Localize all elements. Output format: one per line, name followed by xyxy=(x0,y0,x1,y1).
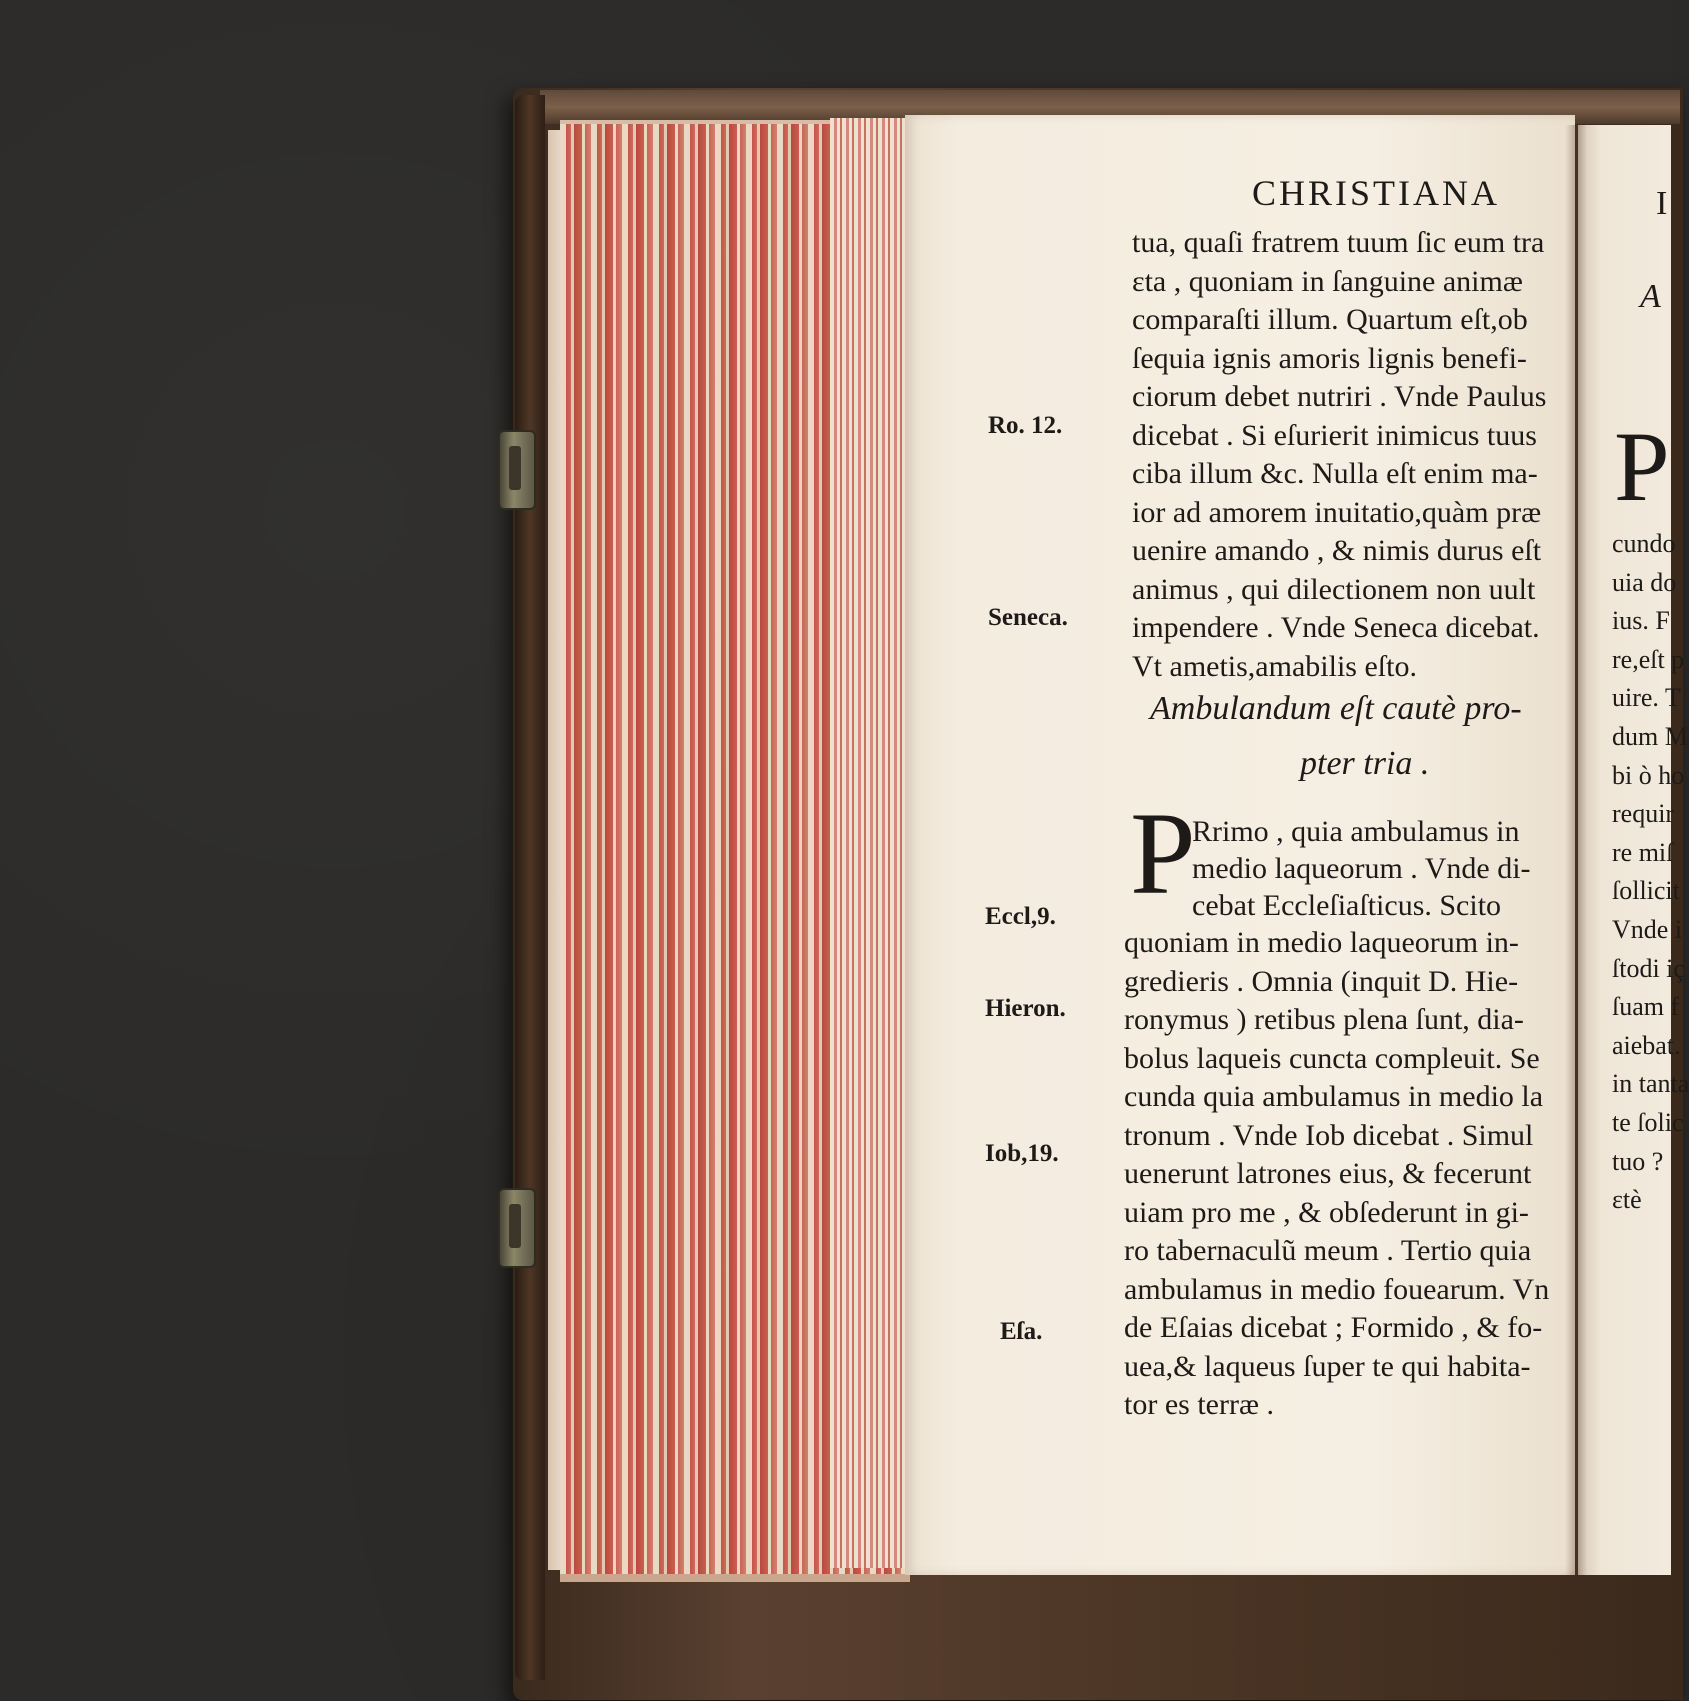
text-line: tronum . Vnde Iob dicebat . Simul xyxy=(1124,1118,1534,1152)
text-line: impendere . Vnde Seneca dicebat. xyxy=(1132,611,1540,644)
text-line: ciorum debet nutriri . Vnde Paulus xyxy=(1132,380,1547,413)
text-line: Vt ametis,amabilis eſto. xyxy=(1132,649,1417,683)
facing-text-line: re,eſt p xyxy=(1612,644,1685,674)
text-line: uenire amando , & nimis durus eſt xyxy=(1132,534,1542,567)
facing-text-line: uia do xyxy=(1612,567,1677,597)
text-line: tua, quaſi fratrem tuum ſic eum tra xyxy=(1132,226,1545,259)
facing-text-line: ſtodi iç xyxy=(1612,953,1685,983)
text-line: quoniam in medio laqueorum in- xyxy=(1124,926,1519,959)
facing-text-line: dum M xyxy=(1612,722,1688,751)
book-spine-edge xyxy=(515,95,545,1680)
facing-text-line: cundo xyxy=(1612,529,1676,558)
lower-clasp xyxy=(498,1188,536,1268)
facing-text-line: requir xyxy=(1612,799,1675,829)
facing-text-line: ſollicit xyxy=(1612,876,1680,906)
text-line: gredieris . Omnia (inquit D. Hie- xyxy=(1124,964,1519,998)
facing-top-letter: I xyxy=(1656,185,1668,222)
facing-text-line: Vnde i xyxy=(1612,915,1683,944)
drop-cap-text-line: medio laqueorum . Vnde di- xyxy=(1192,852,1531,885)
section-heading-line-2: pter tria . xyxy=(1300,745,1430,782)
text-line: bolus laqueis cuncta compleuit. Se xyxy=(1124,1041,1540,1075)
text-line: de Eſaias dicebat ; Formido , & fo- xyxy=(1124,1311,1543,1344)
text-line: ior ad amorem inuitatio,quàm præ xyxy=(1132,495,1542,529)
facing-text-line: ſuam f xyxy=(1612,992,1680,1022)
facing-text-line: in tanta xyxy=(1612,1069,1689,1099)
margin-note-eccl: Eccl,9. xyxy=(985,903,1056,930)
facing-text-line: uire. T xyxy=(1612,683,1681,713)
facing-text-line: tuo ? xyxy=(1612,1146,1664,1176)
text-line: tor es terræ . xyxy=(1124,1388,1274,1421)
facing-text-line: ius. F xyxy=(1612,606,1670,636)
facing-heading-letter: A xyxy=(1640,278,1661,315)
facing-page-text xyxy=(1578,125,1689,1575)
margin-note-hieron: Hieron. xyxy=(985,995,1066,1022)
facing-text-line: bi ò ho xyxy=(1612,760,1685,790)
drop-cap-text-line: cebat Eccleſiaſticus. Scito xyxy=(1192,889,1502,922)
facing-text-line: re miſ xyxy=(1612,837,1674,867)
text-line: uiam pro me , & obſederunt in gi- xyxy=(1124,1195,1529,1229)
drop-cap: P xyxy=(1130,788,1196,919)
margin-note-seneca: Seneca. xyxy=(988,604,1068,631)
section-heading-line-1: Ambulandum eſt cautè pro- xyxy=(1150,690,1522,727)
margin-note-ro: Ro. 12. xyxy=(988,412,1063,439)
drop-cap-text-line: Rrimo , quia ambulamus in xyxy=(1192,815,1520,848)
text-line: ambulamus in medio fouearum. Vn xyxy=(1124,1272,1550,1306)
text-line: uenerunt latrones eius, & fecerunt xyxy=(1124,1157,1532,1190)
text-line: comparaſti illum. Quartum eſt,ob xyxy=(1132,303,1528,336)
facing-text-line: aiebat. xyxy=(1612,1030,1681,1060)
page-edges-near-leaf xyxy=(830,118,908,1568)
text-line: ro tabernaculũ meum . Tertio quia xyxy=(1124,1234,1532,1267)
upper-clasp xyxy=(498,430,536,510)
text-line: uea,& laqueus ſuper te qui habita- xyxy=(1124,1349,1531,1383)
margin-note-esa: Eſa. xyxy=(1000,1318,1043,1345)
text-line: ſequia ignis amoris lignis benefi- xyxy=(1132,341,1527,375)
text-line: ɛta , quoniam in ſanguine animæ xyxy=(1132,264,1523,298)
facing-drop-cap: P xyxy=(1614,411,1670,522)
text-line: ronymus ) retibus plena ſunt, dia- xyxy=(1124,1003,1524,1036)
text-line: cunda quia ambulamus in medio la xyxy=(1124,1080,1544,1113)
text-line: ciba illum &c. Nulla eſt enim ma- xyxy=(1132,457,1538,490)
running-head: CHRISTIANA xyxy=(1252,173,1501,213)
margin-note-iob: Iob,19. xyxy=(985,1140,1059,1167)
facing-text-line: te ſolic xyxy=(1612,1108,1684,1137)
text-line: dicebat . Si eſurierit inimicus tuus xyxy=(1132,418,1537,452)
facing-text-line: ɛtè xyxy=(1612,1185,1642,1215)
text-line: animus , qui dilectionem non uult xyxy=(1132,572,1536,606)
